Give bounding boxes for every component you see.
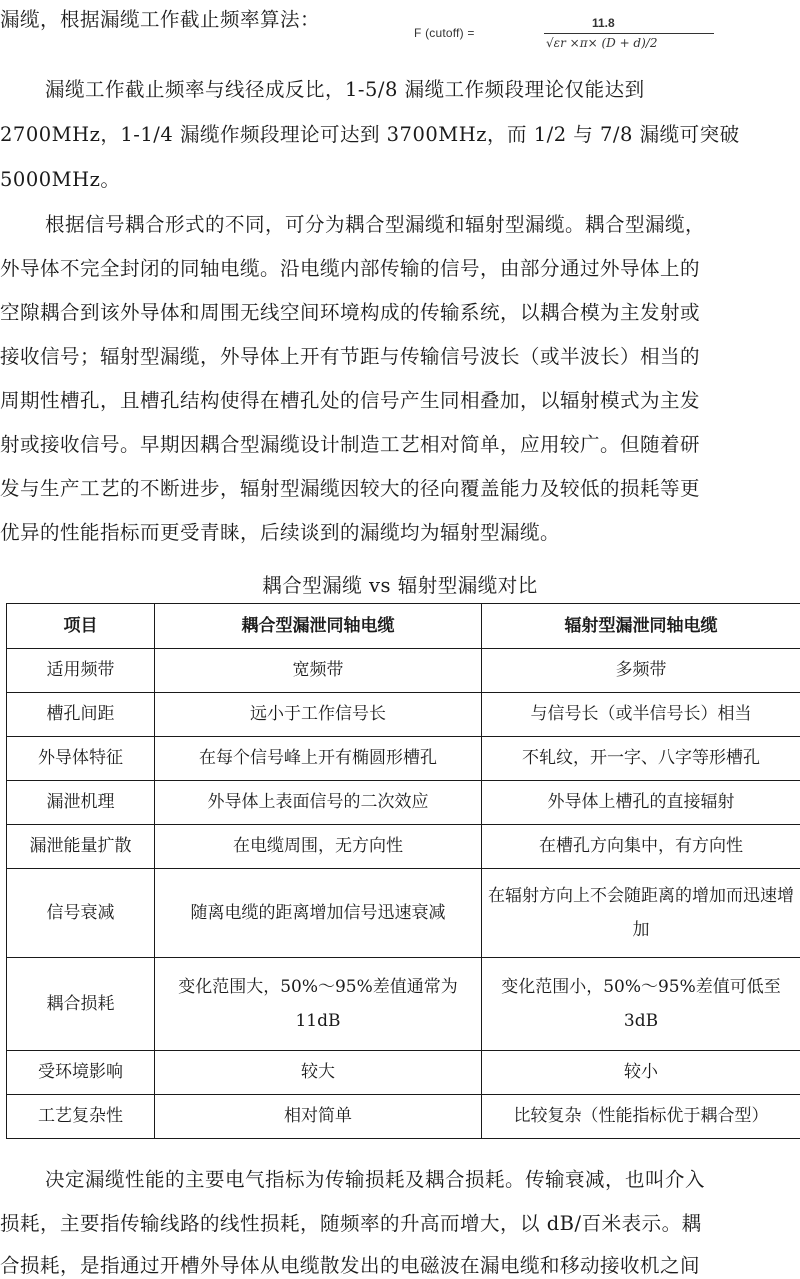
radiating-cell: 较小	[482, 1051, 800, 1095]
radiating-cell: 外导体上槽孔的直接辐射	[482, 781, 800, 825]
coupled-cell: 相对简单	[155, 1095, 482, 1139]
row-label: 信号衰减	[7, 869, 155, 958]
radiating-cell: 在槽孔方向集中，有方向性	[482, 825, 800, 869]
table-row	[7, 649, 800, 693]
row-label: 漏泄能量扩散	[7, 825, 155, 869]
formula-numerator: 11.8	[592, 16, 615, 30]
coupled-cell: 较大	[155, 1051, 482, 1095]
row-label: 工艺复杂性	[7, 1095, 155, 1139]
table-row	[7, 869, 800, 958]
radiating-cell: 与信号长（或半信号长）相当	[482, 693, 800, 737]
paragraph-line: 根据信号耦合形式的不同，可分为耦合型漏缆和辐射型漏缆。耦合型漏缆，	[45, 213, 706, 236]
formula-denominator: √εr ×π× (D + d)/2	[546, 36, 658, 50]
paragraph-line: 优异的性能指标而更受青睐，后续谈到的漏缆均为辐射型漏缆。	[0, 521, 561, 544]
coupled-cell: 在电缆周围，无方向性	[155, 825, 482, 869]
table-row	[7, 737, 800, 781]
header-item: 项目	[7, 604, 155, 649]
coupled-cell: 远小于工作信号长	[155, 693, 482, 737]
table-header-row	[7, 604, 800, 649]
paragraph-line: 射或接收信号。早期因耦合型漏缆设计制造工艺相对简单，应用较广。但随着研	[0, 433, 701, 456]
coupled-cell: 随离电缆的距离增加信号迅速衰减	[155, 869, 482, 958]
paragraph-line: 接收信号；辐射型漏缆，外导体上开有节距与传输信号波长（或半波长）相当的	[0, 345, 701, 368]
paragraph-line: 周期性槽孔，且槽孔结构使得在槽孔处的信号产生同相叠加，以辐射模式为主发	[0, 389, 701, 412]
paragraph-line: 合损耗，是指通过开槽外导体从电缆散发出的电磁波在漏电缆和移动接收机之间	[0, 1254, 701, 1277]
row-label: 漏泄机理	[7, 781, 155, 825]
comparison-table	[6, 603, 800, 1139]
paragraph-line: 发与生产工艺的不断进步，辐射型漏缆因较大的径向覆盖能力及较低的损耗等更	[0, 477, 701, 500]
table-row	[7, 958, 800, 1051]
table-row	[7, 781, 800, 825]
table-row	[7, 693, 800, 737]
row-label: 外导体特征	[7, 737, 155, 781]
paragraph-line: 损耗，主要指传输线路的线性损耗，随频率的升高而增大，以 dB/百米表示。耦	[0, 1212, 702, 1235]
coupled-cell: 在每个信号峰上开有椭圆形槽孔	[155, 737, 482, 781]
row-label: 受环境影响	[7, 1051, 155, 1095]
radiating-cell: 变化范围小，50%～95%差值可低至3dB	[482, 958, 800, 1051]
radiating-cell: 多频带	[482, 649, 800, 693]
formula-fraction-bar	[544, 33, 714, 34]
header-coupled: 耦合型漏泄同轴电缆	[155, 604, 482, 649]
coupled-cell: 宽频带	[155, 649, 482, 693]
table-caption: 耦合型漏缆 vs 辐射型漏缆对比	[262, 574, 538, 597]
radiating-cell: 比较复杂（性能指标优于耦合型）	[482, 1095, 800, 1139]
formula-lhs: F (cutoff) =	[414, 26, 475, 40]
row-label: 耦合损耗	[7, 958, 155, 1051]
cutoff-formula	[414, 6, 714, 62]
paragraph-line: 漏缆工作截止频率与线径成反比，1-5/8 漏缆工作频段理论仅能达到	[45, 78, 645, 101]
table-row	[7, 1051, 800, 1095]
radiating-cell: 不轧纹，开一字、八字等形槽孔	[482, 737, 800, 781]
paragraph-line: 决定漏缆性能的主要电气指标为传输损耗及耦合损耗。传输衰减，也叫介入	[45, 1168, 706, 1191]
paragraph-line: 空隙耦合到该外导体和周围无线空间环境构成的传输系统，以耦合模为主发射或	[0, 301, 701, 324]
intro-text: 漏缆，根据漏缆工作截止频率算法：	[0, 8, 321, 31]
table-row	[7, 1095, 800, 1139]
table-row	[7, 825, 800, 869]
coupled-cell: 外导体上表面信号的二次效应	[155, 781, 482, 825]
row-label: 槽孔间距	[7, 693, 155, 737]
row-label: 适用频带	[7, 649, 155, 693]
paragraph-line: 2700MHz，1-1/4 漏缆作频段理论可达到 3700MHz，而 1/2 与 7/8 漏缆可突破	[0, 123, 740, 146]
coupled-cell: 变化范围大，50%～95%差值通常为11dB	[155, 958, 482, 1051]
paragraph-line: 5000MHz。	[0, 168, 121, 191]
header-radiating: 辐射型漏泄同轴电缆	[482, 604, 800, 649]
paragraph-line: 外导体不完全封闭的同轴电缆。沿电缆内部传输的信号，由部分通过外导体上的	[0, 257, 701, 280]
radiating-cell: 在辐射方向上不会随距离的增加而迅速增加	[482, 869, 800, 958]
